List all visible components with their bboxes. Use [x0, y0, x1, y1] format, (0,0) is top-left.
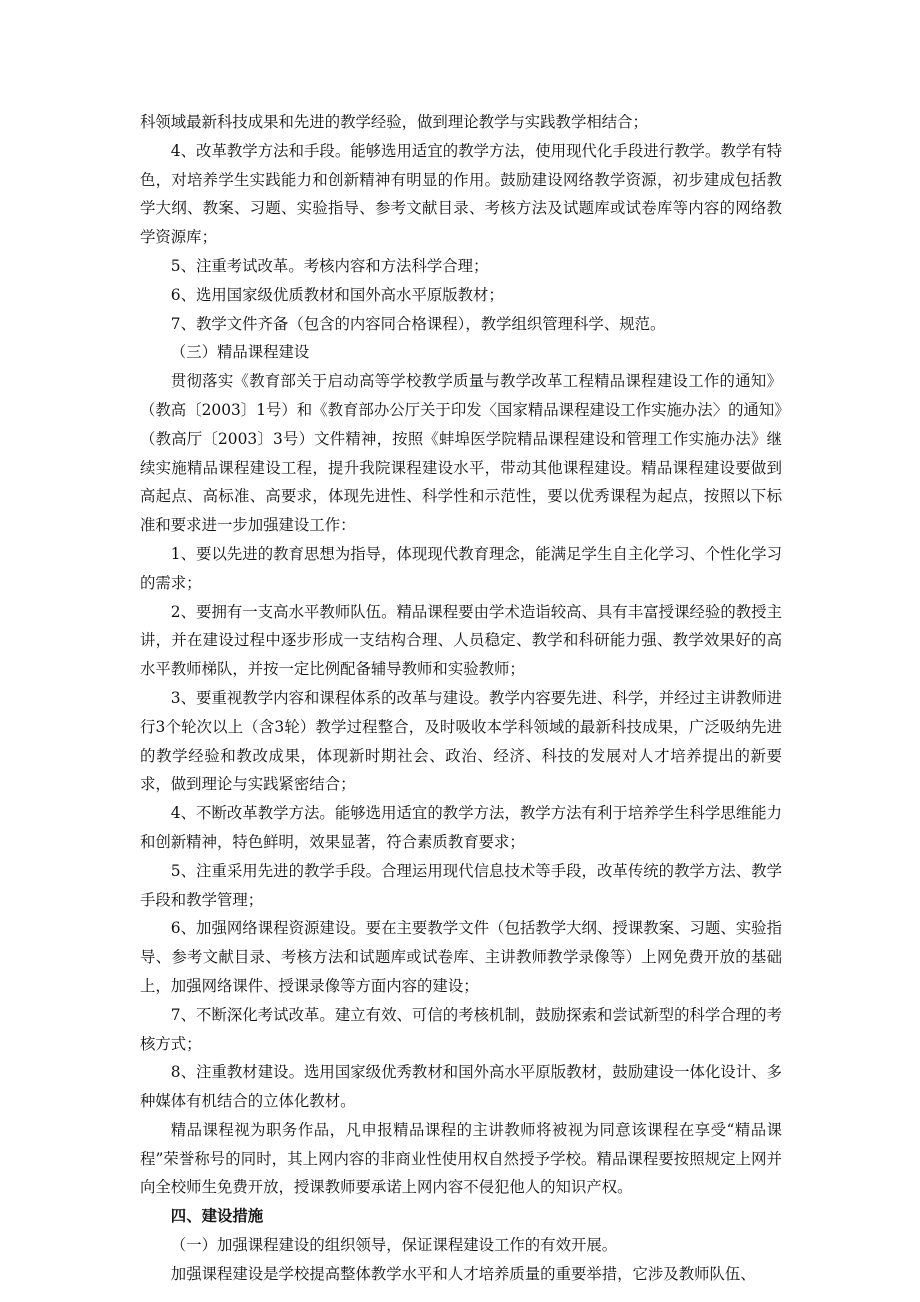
paragraph-requirement-4: 4、不断改革教学方法。能够选用适宜的教学方法，教学方法有利于培养学生科学思维能力和创新精神，特色鲜明，效果显著，符合素质教育要求； [140, 804, 782, 851]
paragraph-organization-intro: 加强课程建设是学校提高整体教学水平和人才培养质量的重要举措，它涉及教师队伍、 [170, 1264, 756, 1283]
section-heading-measures: 四、建设措施 [170, 1207, 264, 1226]
paragraph-item-6-textbooks: 6、选用国家级优质教材和国外高水平原版教材； [170, 285, 504, 304]
paragraph-quality-courses-intro: 贯彻落实《教育部关于启动高等学校教学质量与教学改革工程精品课程建设工作的通知》（教高〔2003〕1号）和《教育部办公厅关于印发〈国家精品课程建设工作实施办法〉的通知》（教高厅〔2003〕3号）文件精神，按照《蚌埠医学院精品课程建设和管理工作实施办法》继续实施精品课程建设工程，提升我院课程建设水平，带动其他课程建设。精品课程建设要做到高起点、高标准、高要求，体现先进性、科学性和示范性，要以优秀课程为起点，按照以下标准和要求进一步加强建设工作： [140, 372, 782, 535]
paragraph-requirement-5: 5、注重采用先进的教学手段。合理运用现代信息技术等手段，改革传统的教学方法、教学手段和教学管理； [140, 861, 782, 909]
subsection-heading-organization: （一）加强课程建设的组织领导，保证课程建设工作的有效开展。 [170, 1236, 618, 1255]
paragraph-intellectual-property: 精品课程视为职务作品，凡申报精品课程的主讲教师将被视为同意该课程在享受“精品课程”荣誉称号的同时，其上网内容的非商业性使用权自然授予学校。精品课程要按照规定上网并向全校师生免费开放，授课教师要承诺上网内容不侵犯他人的知识产权。 [140, 1120, 782, 1197]
paragraph-continuation: 科领域最新科技成果和先进的教学经验，做到理论教学与实践教学相结合； [140, 113, 648, 131]
paragraph-requirement-2: 2、要拥有一支高水平教师队伍。精品课程要由学术造诣较高、具有丰富授课经验的教授主讲，并在建设过程中逐步形成一支结构合理、人员稳定、教学和科研能力强、教学效果好的高水平教师梯队，并按一定比例配备辅导教师和实验教师； [140, 602, 782, 679]
paragraph-item-4-teaching-methods: 4、改革教学方法和手段。能够选用适宜的教学方法，使用现代化手段进行教学。教学有特色，对培养学生实践能力和创新精神有明显的作用。鼓励建设网络教学资源，初步建成包括教学大纲、教案、习题、实验指导、参考文献目录、考核方法及试题库或试卷库等内容的网络教学资源库； [140, 141, 782, 247]
paragraph-requirement-1: 1、要以先进的教育思想为指导，体现现代教育理念，能满足学生自主化学习、个性化学习的需求； [140, 544, 782, 592]
paragraph-requirement-6: 6、加强网络课程资源建设。要在主要教学文件（包括教学大纲、授课教案、习题、实验指导、参考文献目录、考核方法和试题库或试卷库、主讲教师教学录像等）上网免费开放的基础上，加强网络课件、授课录像等方面内容的建设； [140, 919, 782, 995]
paragraph-item-5-exam-reform: 5、注重考试改革。考核内容和方法科学合理； [170, 256, 489, 275]
paragraph-requirement-3: 3、要重视教学内容和课程体系的改革与建设。教学内容要先进、科学，并经过主讲教师进行3个轮次以上（含3轮）教学过程整合，及时吸收本学科领域的最新科技成果，广泛吸纳先进的教学经验和教改成果，体现新时期社会、政治、经济、科技的发展对人才培养提出的新要求，做到理论与实践紧密结合； [140, 688, 782, 794]
paragraph-requirement-7: 7、不断深化考试改革。建立有效、可信的考核机制，鼓励探索和尝试新型的科学合理的考核方式； [140, 1005, 782, 1053]
paragraph-requirement-8: 8、注重教材建设。选用国家级优秀教材和国外高水平原版教材，鼓励建设一体化设计、多种媒体有机结合的立体化教材。 [140, 1063, 782, 1111]
section-heading-quality-courses: （三）精品课程建设 [170, 343, 310, 362]
document-body [140, 108, 782, 1289]
paragraph-item-7-documents: 7、教学文件齐备（包含的内容同合格课程），教学组织管理科学、规范。 [170, 314, 666, 333]
